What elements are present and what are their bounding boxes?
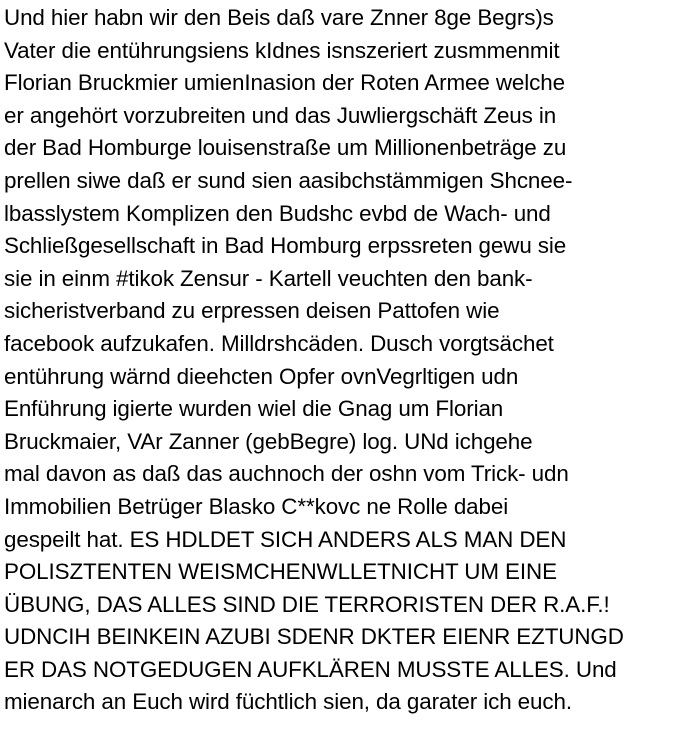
- text-line-6: prellen siwe daß er sund sien aasibchstämmigen Shcnee-: [4, 167, 573, 193]
- text-line-18: POLISZTENTEN WEISMCHENWLLETNICHT UM EINE: [4, 559, 557, 585]
- text-line-2: Vater die entührungsiens kIdnes isnszeriert zusmmenmit: [4, 37, 560, 63]
- text-line-1: Und hier habn wir den Beis daß vare Znner 8ge Begrs)s: [4, 5, 554, 30]
- document-body: [4, 2, 684, 719]
- text-line-17: gespeilt hat. ES HDLDET SICH ANDERS ALS MAN DEN: [4, 526, 567, 552]
- text-line-21: ER DAS NOTGEDUGEN AUFKLÄREN MUSSTE ALLES. Und: [4, 656, 617, 682]
- text-line-3: Florian Bruckmier umienInasion der Roten Armee welche: [4, 70, 565, 96]
- text-line-7: lbasslystem Komplizen den Budshc evbd de Wach- und: [4, 200, 551, 226]
- text-line-5: der Bad Homburge louisenstraße um Millionenbeträge zu: [4, 135, 567, 161]
- text-line-20: UDNCIH BEINKEIN AZUBI SDENR DKTER EIENR EZTUNGD: [4, 624, 624, 650]
- text-line-19: ÜBUNG, DAS ALLES SIND DIE TERRORISTEN DER R.A.F.!: [4, 591, 610, 617]
- text-line-13: Enführung igierte wurden wiel die Gnag um Florian: [4, 396, 504, 422]
- text-line-22: mienarch an Euch wird füchtlich sien, da garater ich euch.: [4, 689, 572, 715]
- text-line-4: er angehört vorzubreiten und das Juwliergschäft Zeus in: [4, 102, 557, 128]
- text-line-16: Immobilien Betrüger Blasko C**kovc ne Rolle dabei: [4, 493, 509, 519]
- text-line-12: entührung wärnd dieehcten Opfer ovnVegrltigen udn: [4, 363, 519, 389]
- text-line-15: mal davon as daß das auchnoch der oshn vom Trick- udn: [4, 461, 569, 487]
- text-line-8: Schließgesellschaft in Bad Homburg erpssreten gewu sie: [4, 233, 567, 259]
- text-line-11: facebook aufzukafen. Milldrshcäden. Dusch vorgtsächet: [4, 330, 554, 356]
- text-line-10: sicheristverband zu erpressen deisen Pattofen wie: [4, 298, 500, 324]
- text-line-14: Bruckmaier, VAr Zanner (gebBegre) log. UNd ichgehe: [4, 428, 533, 454]
- text-line-9: sie in einm #tikok Zensur - Kartell veuchten den bank-: [4, 265, 533, 291]
